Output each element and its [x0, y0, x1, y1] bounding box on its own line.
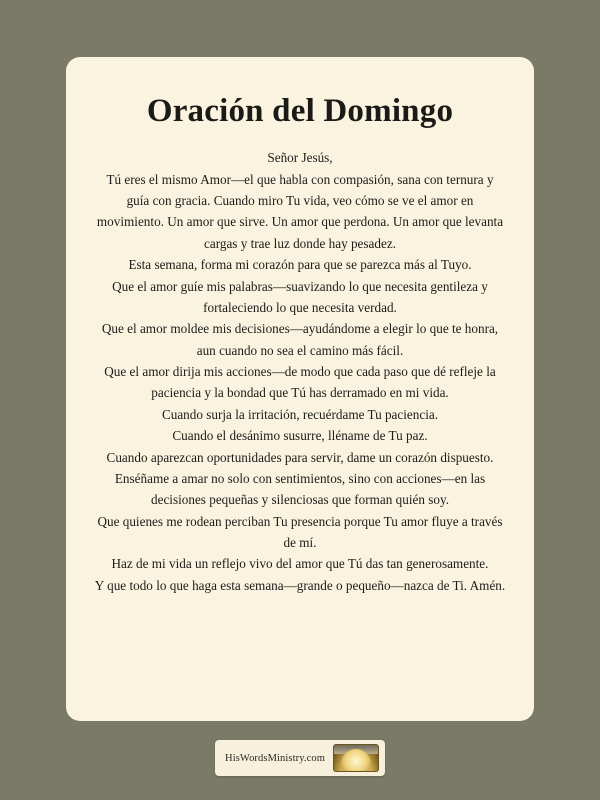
- prayer-paragraph: Que quienes me rodean perciban Tu presencia porque Tu amor fluye a través de mí.: [97, 513, 503, 551]
- prayer-paragraph: Que el amor dirija mis acciones—de modo que cada paso que dé refleje la paciencia y la bondad que Tú has derramado en mi vida.: [104, 364, 496, 401]
- prayer-paragraph: Esta semana, forma mi corazón para que se parezca más al Tuyo.: [128, 257, 472, 273]
- prayer-card: [66, 57, 534, 721]
- prayer-paragraph: Que el amor moldee mis decisiones—ayudándome a elegir lo que te honra, aun cuando no sea el camino más fácil.: [101, 321, 499, 358]
- page-title: Oración del Domingo: [146, 93, 454, 129]
- prayer-paragraph: Tú eres el mismo Amor—el que habla con compasión, sana con ternura y guía con gracia. Cuando miro Tu vida, veo cómo se ve el amor en movimiento. Un amor que sirve. Un amor que perdona. Un amor que levanta cargas y trae luz donde hay pesadez.: [96, 171, 504, 251]
- prayer-paragraph: Que el amor guíe mis palabras—suavizando lo que necesita gentileza y fortaleciendo lo que necesita verdad.: [112, 278, 488, 315]
- sunrise-emblem-icon: [333, 744, 379, 772]
- prayer-paragraph: Cuando aparezcan oportunidades para servir, dame un corazón dispuesto.: [106, 449, 494, 465]
- prayer-paragraph: Cuando el desánimo susurre, lléname de Tu paz.: [172, 428, 428, 444]
- footer: [0, 740, 600, 776]
- site-label: HisWordsMinistry.com: [225, 752, 325, 764]
- prayer-paragraph: Haz de mi vida un reflejo vivo del amor que Tú das tan generosamente.: [111, 556, 489, 572]
- prayer-paragraph: Y que todo lo que haga esta semana—grande o pequeño—nazca de Ti. Amén.: [94, 577, 506, 593]
- prayer-paragraph: Enséñame a amar no solo con sentimientos, sino con acciones—en las decisiones pequeñas y silenciosas que forman quién soy.: [114, 470, 486, 508]
- prayer-body: [94, 147, 506, 596]
- prayer-paragraph: Señor Jesús,: [267, 150, 333, 166]
- site-badge[interactable]: [215, 740, 385, 776]
- prayer-paragraph: Cuando surja la irritación, recuérdame Tu paciencia.: [161, 406, 439, 422]
